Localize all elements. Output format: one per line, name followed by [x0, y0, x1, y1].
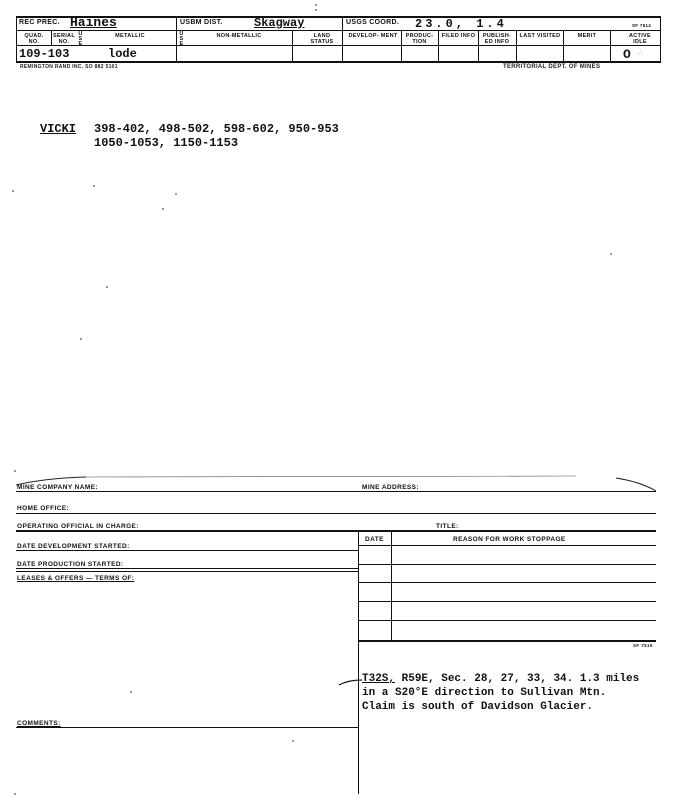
location-line-2: in a S20°E direction to Sullivan Mtn. [362, 687, 607, 699]
pen-arrow-mark [338, 677, 364, 689]
operating-official-label: OPERATING OFFICIAL IN CHARGE: [17, 523, 139, 530]
mine-info-form [16, 474, 661, 794]
development-label: DEVELOP- MENT [348, 33, 398, 39]
reason-work-stoppage-header: REASON FOR WORK STOPPAGE [453, 536, 566, 543]
date-development-started-label: DATE DEVELOPMENT STARTED: [17, 543, 130, 550]
rec-prec-value: Haines [70, 15, 117, 30]
printer-footnote: REMINGTON RAND INC. SO 882 5101 [20, 64, 118, 70]
mine-address-label: MINE ADDRESS: [362, 484, 419, 491]
speck [315, 4, 317, 6]
speck [162, 208, 164, 210]
last-visited-label: LAST VISITED [519, 33, 561, 39]
form-number-bottom: SF 7515 [633, 643, 653, 648]
nonmetallic-label: NON-METALLIC [216, 33, 262, 39]
usgs-coord-value: 23.0, 1.4 [415, 17, 507, 31]
rec-prec-label: REC PREC. [19, 19, 60, 26]
speck [315, 9, 317, 11]
department-footnote: TERRITORIAL DEPT. OF MINES [503, 64, 601, 70]
active-idle-label: ACTIVE IDLE [629, 33, 651, 45]
production-label: PRODUC- TION [405, 33, 434, 45]
published-info-label: PUBLISH- ED INFO [482, 33, 512, 45]
serial-label: SERIAL NO. [53, 33, 75, 45]
date-production-started-label: DATE PRODUCTION STARTED: [17, 561, 124, 568]
speck [175, 193, 177, 195]
speck [12, 190, 14, 192]
claim-name: VICKI [40, 122, 77, 136]
form-number-top: SF 7514 [632, 23, 652, 28]
speck [106, 286, 108, 288]
quad-serial-value: 109-103 [19, 47, 70, 61]
active-idle-value: O [623, 47, 631, 62]
nonmetallic-use-letters: U S E [179, 31, 184, 47]
merit-label: MERIT [577, 33, 597, 39]
mine-company-name-label: MINE COMPANY NAME: [17, 484, 98, 491]
date-column-header: DATE [365, 536, 384, 543]
land-status-label: LAND STATUS [310, 33, 334, 45]
home-office-label: HOME OFFICE: [17, 505, 70, 512]
smudge-mark: ·∴ [636, 50, 643, 57]
header-table [16, 16, 661, 76]
usbm-dist-label: USBM DIST. [180, 19, 223, 26]
comments-label: COMMENTS: [17, 720, 61, 727]
metallic-label: METALLIC [115, 33, 145, 39]
leases-offers-label: LEASES & OFFERS — TERMS OF: [17, 575, 135, 582]
location-line-3: Claim is south of Davidson Glacier. [362, 701, 594, 713]
location-line-1-rest: R59E, Sec. 28, 27, 33, 34. 1.3 miles [401, 673, 640, 685]
speck [610, 253, 612, 255]
speck [14, 470, 16, 472]
filed-info-label: FILED INFO [441, 33, 476, 39]
location-line-1 [362, 672, 639, 686]
metallic-value: lode [108, 47, 137, 61]
speck [80, 338, 82, 340]
location-description [362, 672, 639, 714]
title-label: TITLE: [436, 523, 459, 530]
claim-numbers-line-2: 1050-1053, 1150-1153 [94, 136, 239, 150]
metallic-use-letters: U S E [78, 31, 83, 47]
quad-label: QUAD. NO. [24, 33, 44, 45]
usbm-dist-value: Skagway [254, 16, 305, 30]
speck [93, 185, 95, 187]
usgs-coord-label: USGS COORD. [346, 19, 400, 26]
claim-numbers-line-1: 398-402, 498-502, 598-602, 950-953 [94, 122, 339, 136]
location-township: T32S, [362, 673, 396, 685]
